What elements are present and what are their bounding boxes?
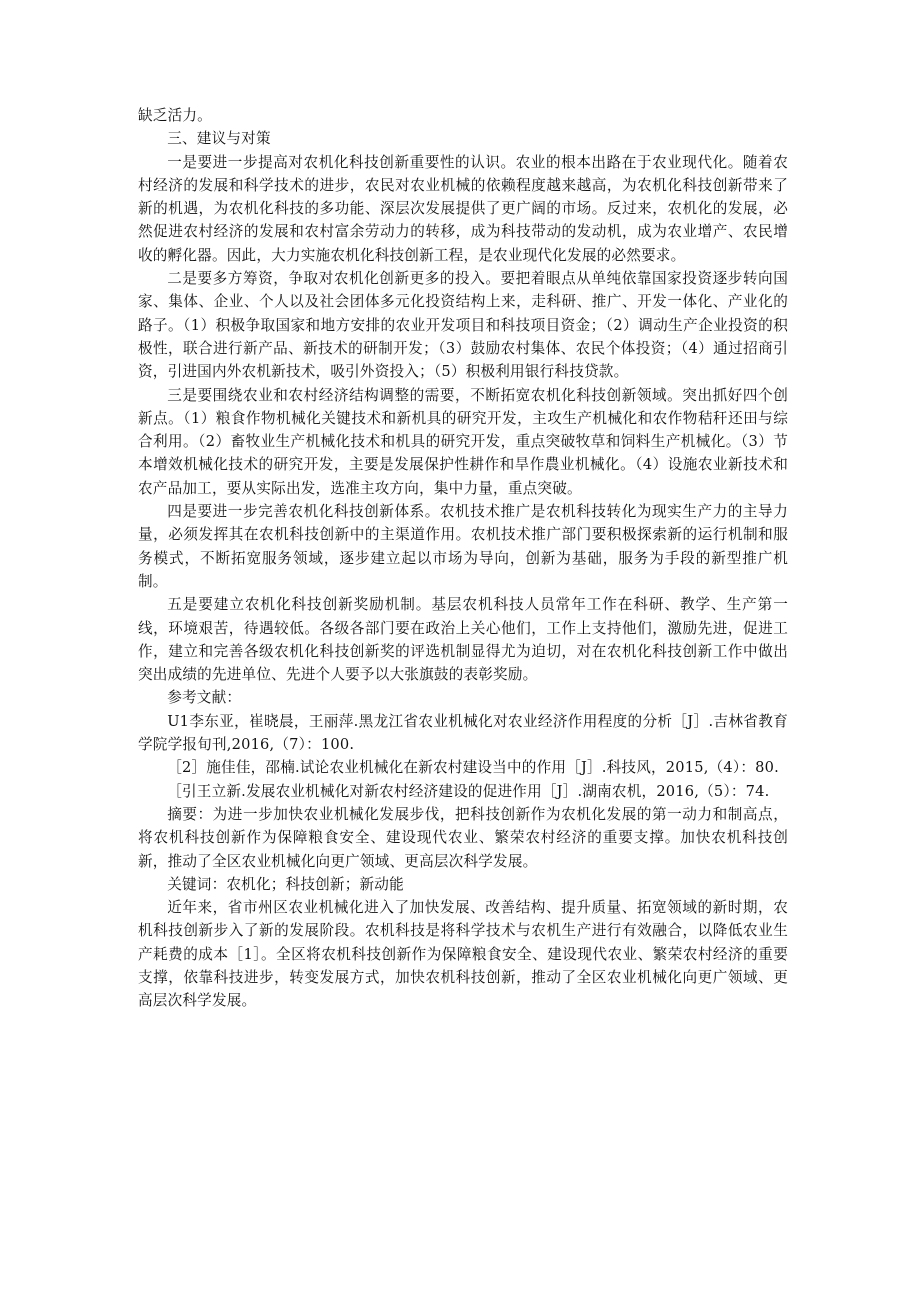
reference-2: ［2］施佳佳，邵楠.试论农业机械化在新农村建设当中的作用［J］.科技风，2015,（4）：80. (167, 759, 779, 777)
paragraph-continuation: 缺乏活力。 (138, 107, 212, 124)
references-heading: 参考文献： (167, 689, 242, 707)
paragraph-4: 四是要进一步完善农机化科技创新体系。农机技术推广是农机科技转化为现实生产力的主导力量，必须发挥其在农机科技创新中的主渠道作用。农机技术推广部门要积极探索新的运行机制和服务模式，不断拓宽服务领域，逐步建立起以市场为导向，创新为基础，服务为手段的新型推广机制。 (138, 503, 788, 590)
abstract: 摘要：为进一步加快农业机械化发展步伐，把科技创新作为农机化发展的第一动力和制高点，将农机科技创新作为保障粮食安全、建设现代农业、繁荣农村经济的重要支撑。加快农机科技创新，推动了全区农业机械化向更广领域、更高层次科学发展。 (138, 805, 788, 870)
paragraph-3: 三是要围绕农业和农村经济结构调整的需要，不断拓宽农机化科技创新领域。突出抓好四个创新点。（1）粮食作物机械化关键技术和新机具的研究开发，主攻生产机械化和农作物秸秆还田与综合利用。（2）畜牧业生产机械化技术和机具的研究开发，重点突破牧草和饲料生产机械化。（3）节本增效机械化技术的研究开发，主要是发展保护性耕作和旱作農业机械化。（4）设施农业新技术和农产品加工，要从实际出发，选准主攻方向，集中力量，重点突破。 (138, 386, 788, 497)
paragraph-2: 二是要多方筹资，争取对农机化创新更多的投入。要把着眼点从单纯依靠国家投资逐步转向国家、集体、企业、个人以及社会团体多元化投资结构上来，走科研、推广、开发一体化、产业化的路子。（1）积极争取国家和地方安排的农业开发项目和科技项目资金；（2）调动生产企业投资的积极性，联合进行新产品、新技术的研制开发；（3）鼓励农村集体、农民个体投资；（4）通过招商引资，引进国内外农机新技术，吸引外资投入；（5）积极利用银行科技贷款。 (138, 270, 788, 381)
intro-paragraph: 近年来，省市州区农业机械化进入了加快发展、改善结构、提升质量、拓宽领域的新时期，农机科技创新步入了新的发展阶段。农机科技是将科学技术与农机生产进行有效融合，以降低农业生产耗费的成本［1］。全区将农机科技创新作为保障粮食安全、建设现代农业、繁荣农村经济的重要支撑，依靠科技进步，转变发展方式，加快农机科技创新，推动了全区农业机械化向更广领域、更高层次科学发展。 (138, 899, 788, 1010)
paragraph-1: 一是要进一步提高对农机化科技创新重要性的认识。农业的根本出路在于农业现代化。随着农村经济的发展和科学技术的进步，农民对农业机械的依赖程度越来越高，为农机化科技创新带来了新的机遇，为农机化科技的多功能、深层次发展提供了更广阔的市场。反过来，农机化的发展，必然促进农村经济的发展和农村富余劳动力的转移，成为科技带动的发动机，成为农业增产、农民增收的孵化器。因此，大力实施农机化科技创新工程，是农业现代化发展的必然要求。 (138, 153, 788, 264)
reference-3: ［引王立新.发展农业机械化对新农村经济建设的促进作用［J］.湖南农机，2016,（5）：74. (167, 782, 770, 800)
section-heading: 三、建议与对策 (167, 130, 271, 148)
keywords: 关键词：农机化；科技创新；新动能 (167, 875, 404, 893)
reference-1: U1李东亚，崔晓晨，王丽萍.黑龙江省农业机械化对农业经济作用程度的分析［J］.吉林省教育学院学报旬刊,2016,（7）：100. (138, 712, 788, 754)
document-body (138, 104, 788, 1013)
paragraph-5: 五是要建立农机化科技创新奖励机制。基层农机科技人员常年工作在科研、教学、生产第一线，环境艰苦，待遇较低。各级各部门要在政治上关心他们，工作上支持他们，激励先进，促进工作，建立和完善各级农机化科技创新奖的评选机制显得尤为迫切，对在农机化科技创新工作中做出突出成绩的先进单位、先进个人要予以大张旗鼓的表彰奖励。 (138, 596, 788, 684)
